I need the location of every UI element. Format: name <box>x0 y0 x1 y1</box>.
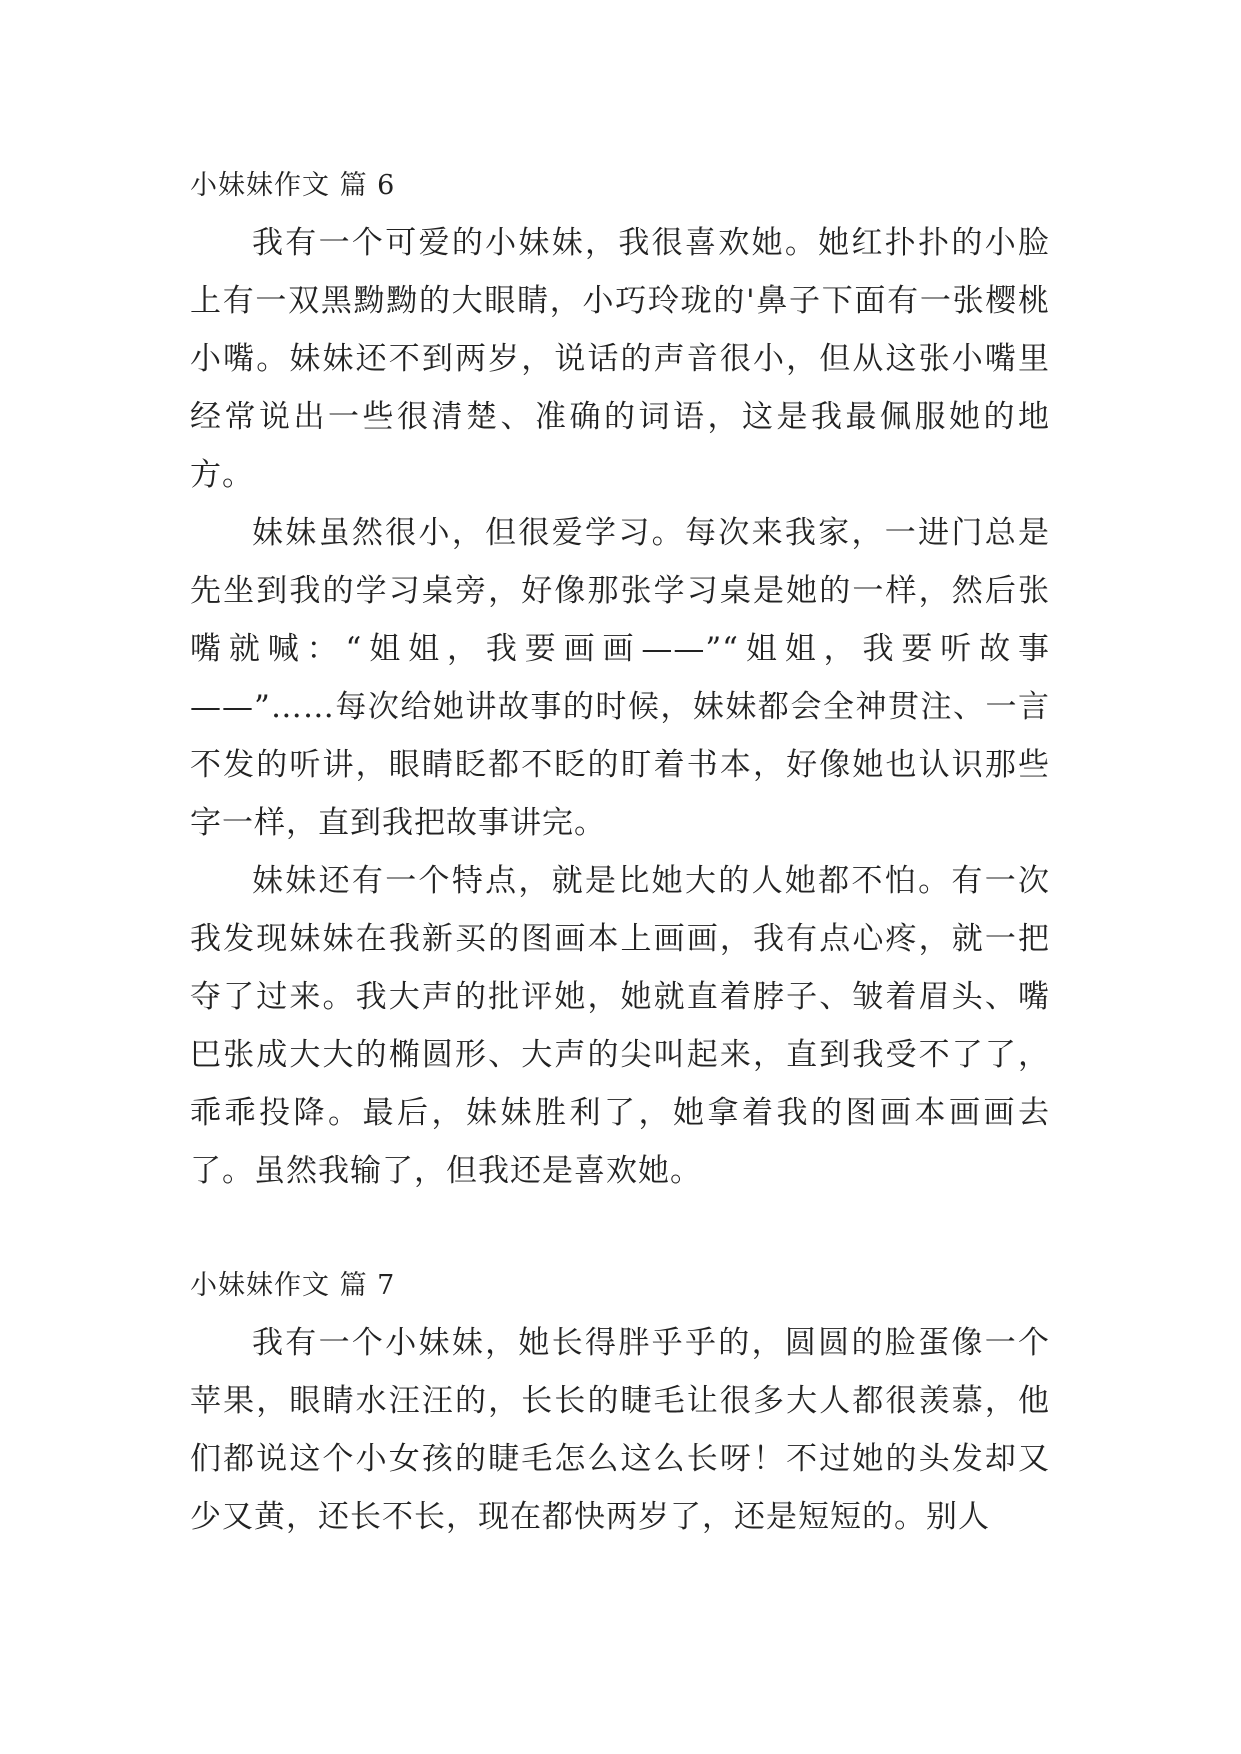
section-heading: 小妹妹作文 篇 6 <box>190 170 396 201</box>
section-7 <box>190 1258 1050 1546</box>
paragraph: 我有一个可爱的小妹妹，我很喜欢她。她红扑扑的小脸上有一双黑黝黝的大眼睛，小巧玲珑的'鼻子下面有一张樱桃小嘴。妹妹还不到两岁，说话的声音很小，但从这张小嘴里经常说出一些很清楚、准确的词语，这是我最佩服她的地方。 <box>190 225 1050 493</box>
section-heading: 小妹妹作文 篇 7 <box>190 1270 396 1301</box>
document-body <box>190 158 1050 1546</box>
paragraph: 我有一个小妹妹，她长得胖乎乎的，圆圆的脸蛋像一个苹果，眼睛水汪汪的，长长的睫毛让很多大人都很羡慕，他们都说这个小女孩的睫毛怎么这么长呀！不过她的头发却又少又黄，还长不长，现在都快两岁了，还是短短的。别人 <box>190 1325 1050 1535</box>
section-6 <box>190 158 1050 1200</box>
section-spacer <box>190 1200 1050 1258</box>
paragraph: 妹妹还有一个特点，就是比她大的人她都不怕。有一次我发现妹妹在我新买的图画本上画画，我有点心疼，就一把夺了过来。我大声的批评她，她就直着脖子、皱着眉头、嘴巴张成大大的椭圆形、大声的尖叫起来，直到我受不了了，乖乖投降。最后，妹妹胜利了，她拿着我的图画本画画去了。虽然我输了，但我还是喜欢她。 <box>190 863 1050 1189</box>
paragraph: 妹妹虽然很小，但很爱学习。每次来我家，一进门总是先坐到我的学习桌旁，好像那张学习桌是她的一样，然后张嘴就喊：“姐姐，我要画画——”“姐姐，我要听故事——”……每次给她讲故事的时候，妹妹都会全神贯注、一言不发的听讲，眼睛眨都不眨的盯着书本，好像她也认识那些字一样，直到我把故事讲完。 <box>190 515 1050 841</box>
